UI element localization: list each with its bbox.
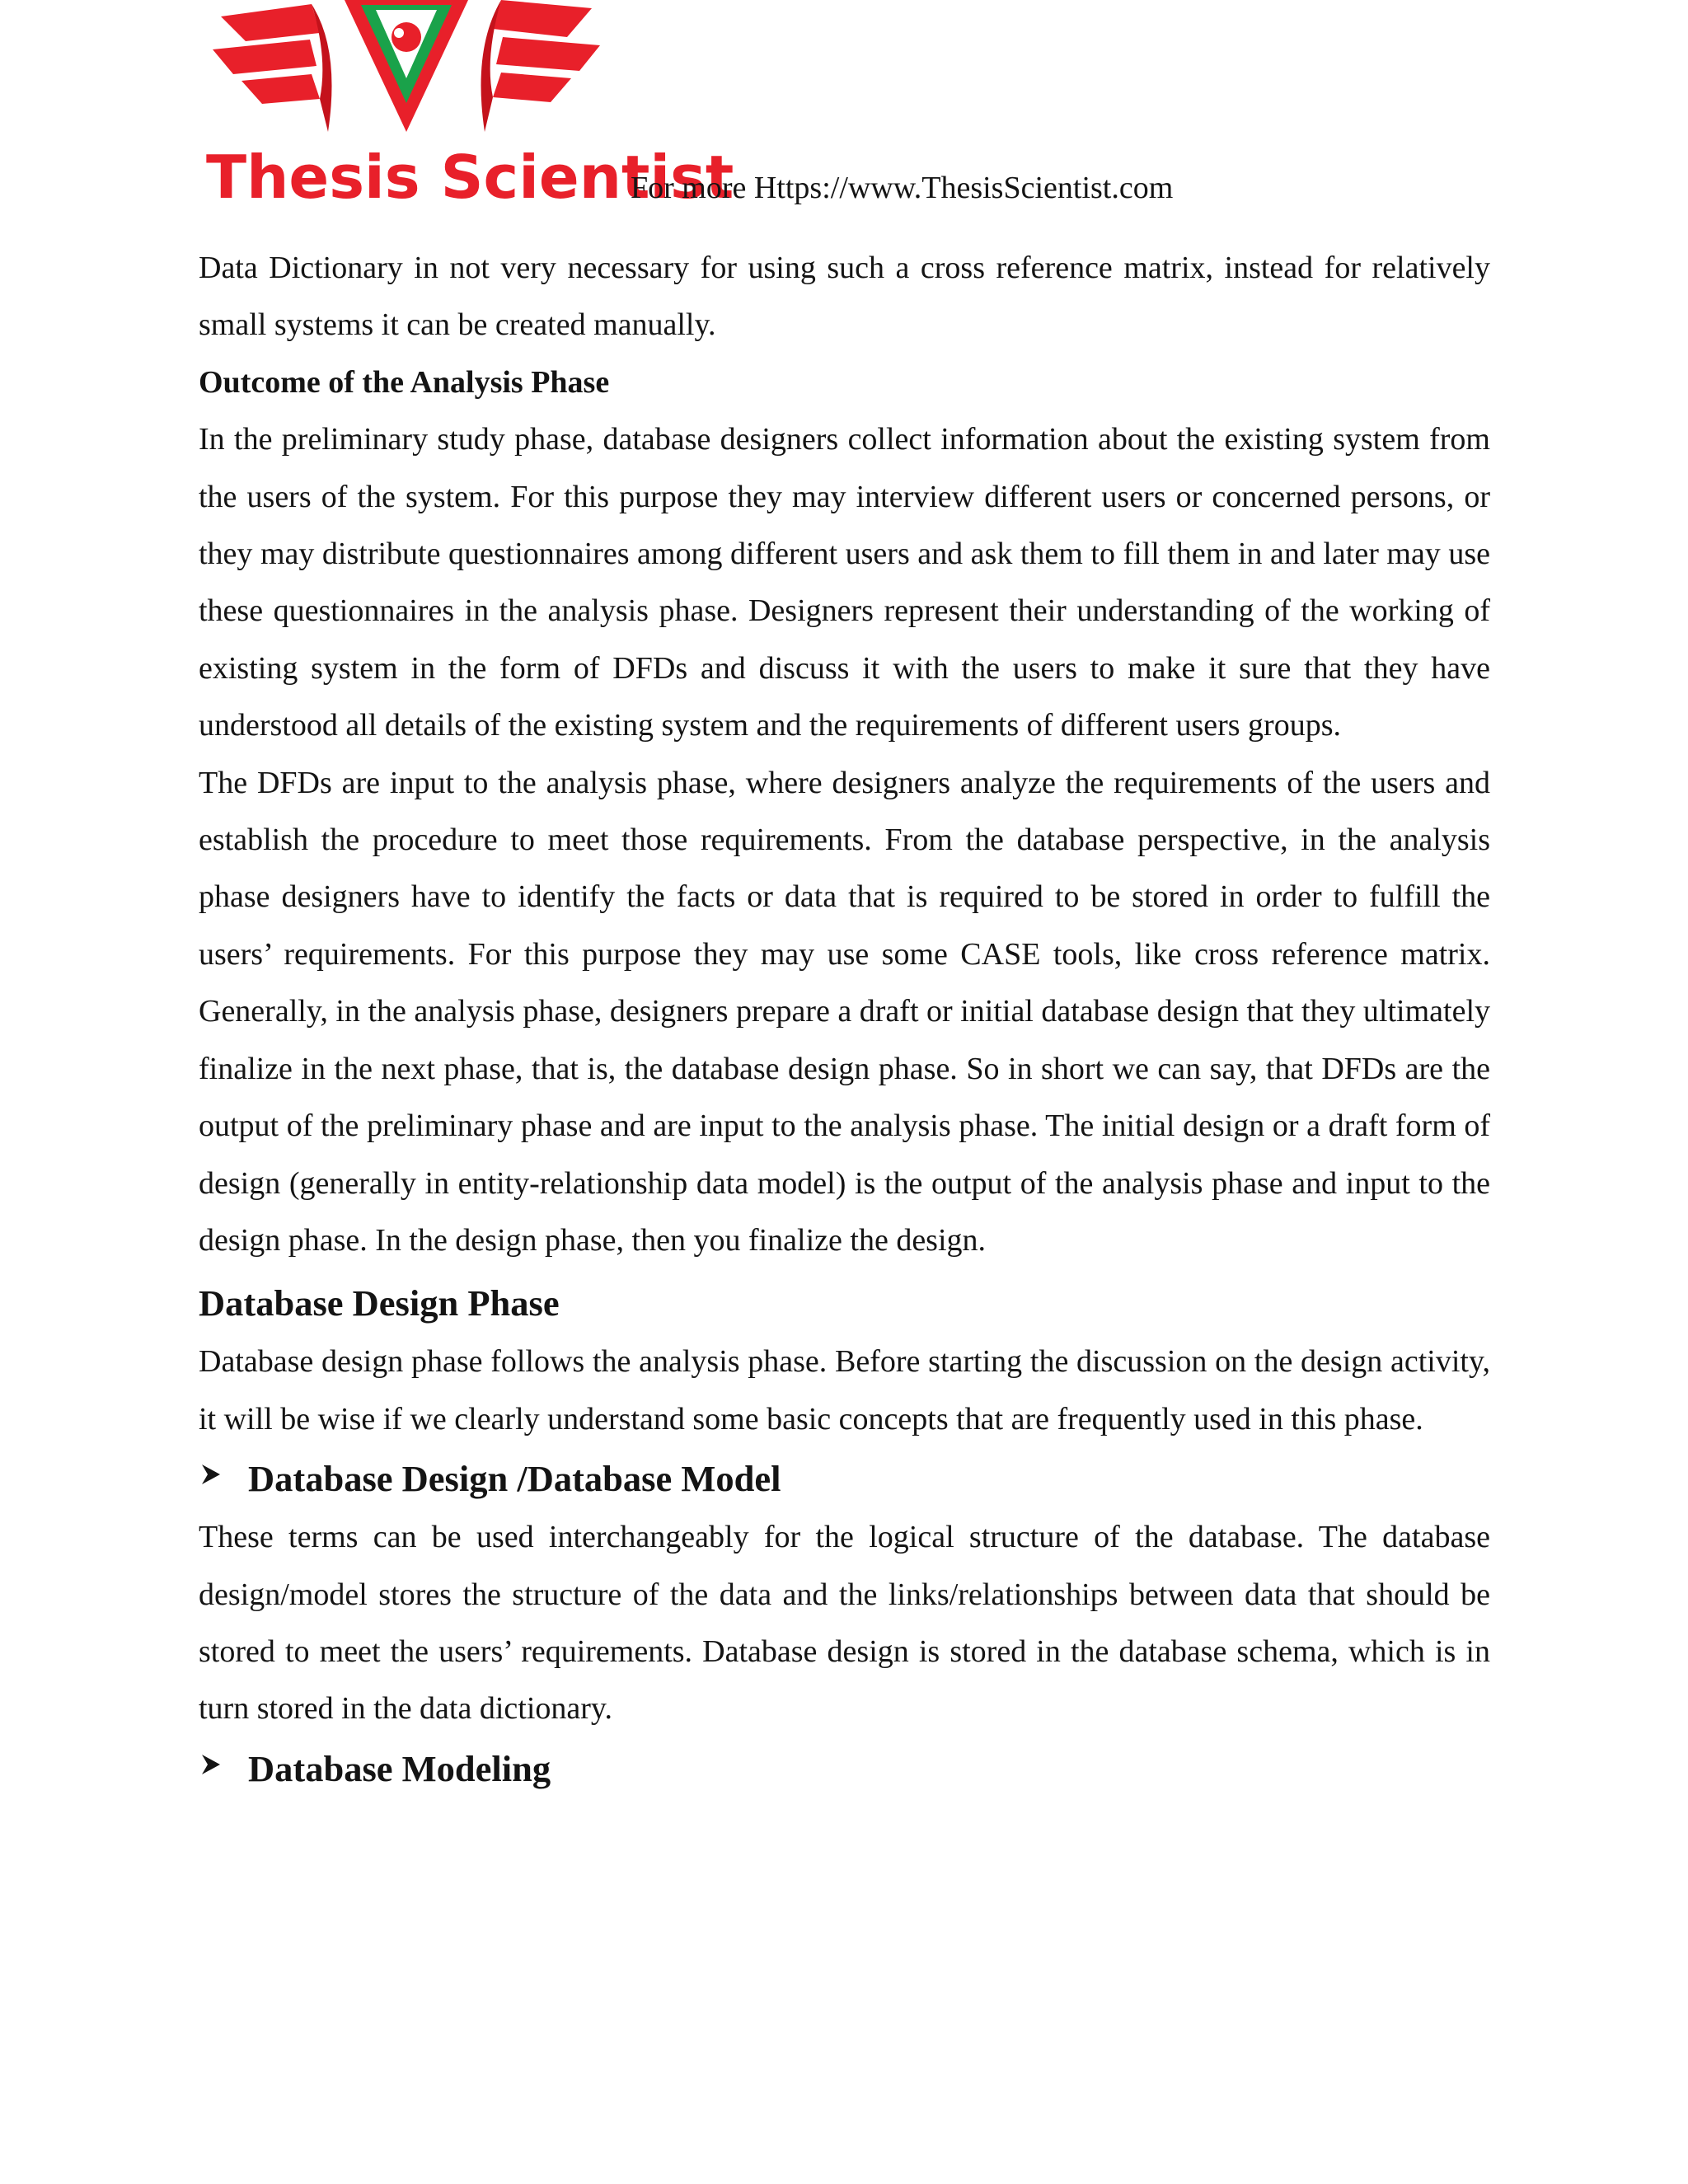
bullet-heading-text: Database Design /Database Model	[248, 1458, 781, 1500]
bullet-heading-text: Database Modeling	[248, 1747, 551, 1789]
paragraph: In the preliminary study phase, database designers collect information about the existing system from the users of the system. For this purpose they may interview different users or concerned persons, or they may distribute questionnaires among different users and ask them to fill them in and later may use these questionnaires in the analysis phase. Designers represent their understanding of the working of existing system in the form of DFDs and discuss it with the users to make it sure that they have understood all details of the existing system and the requirements of different users groups.	[199, 422, 1490, 743]
thesis-scientist-logo	[196, 0, 734, 214]
bullet-heading	[199, 1738, 1490, 1799]
logo-wordmark: Thesis Scientist	[206, 143, 734, 212]
paragraph: The DFDs are input to the analysis phase, where designers analyze the requirements of the users and establish the procedure to meet those requirements. From the database perspective, in the analysis phase designers have to identify the facts or data that is required to be stored in order to fulfill the users’ requirements. For this purpose they may use some CASE tools, like cross reference matrix. Generally, in the analysis phase, designers prepare a draft or initial database design that they ultimately finalize in the next phase, that is, the database design phase. So in short we can say, that DFDs are the output of the preliminary phase and are input to the analysis phase. The initial design or a draft form of design (generally in entity-relationship data model) is the output of the analysis phase and input to the design phase. In the design phase, then you finalize the design.	[199, 765, 1490, 1258]
website-link[interactable]: For more Https://www.ThesisScientist.com	[631, 171, 1174, 205]
paragraph: Data Dictionary in not very necessary for using such a cross reference matrix, instead for relatively small systems it can be created manually.	[199, 251, 1490, 343]
section-heading: Database Design Phase	[199, 1282, 560, 1324]
document-body	[199, 240, 1490, 1799]
paragraph: These terms can be used interchangeably for the logical structure of the database. The database design/model stores the structure of the data and the links/relationships between data that should be stored to meet the users’ requirements. Database design is stored in the database schema, which is in turn stored in the data dictionary.	[199, 1520, 1490, 1727]
logo-emblem-icon	[196, 0, 734, 214]
arrow-bullet-icon	[199, 1462, 248, 1495]
subheading: Outcome of the Analysis Phase	[199, 364, 610, 400]
bullet-heading	[199, 1448, 1490, 1509]
arrow-bullet-icon	[199, 1752, 248, 1785]
paragraph: Database design phase follows the analysis phase. Before starting the discussion on the design activity, it will be wise if we clearly understand some basic concepts that are frequently used in this phase.	[199, 1344, 1490, 1436]
